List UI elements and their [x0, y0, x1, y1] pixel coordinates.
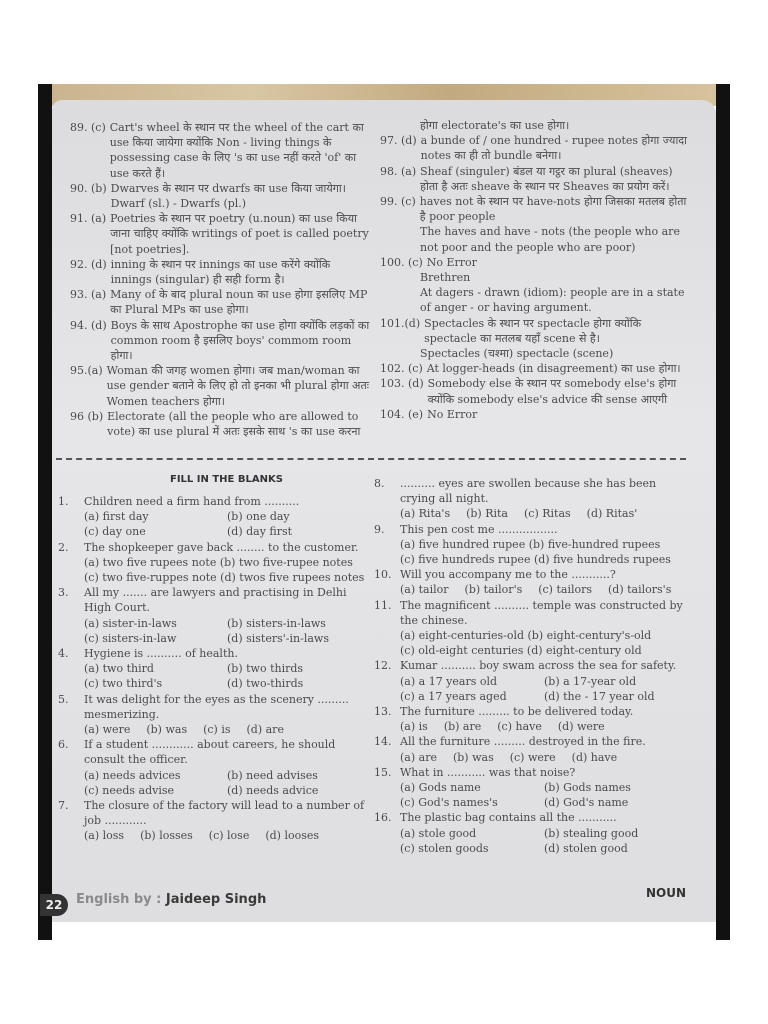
question-7: [58, 798, 370, 844]
option-b: (b) Gods names: [544, 781, 631, 795]
answer-number: 94. (d): [70, 318, 107, 332]
answer-entry: [380, 133, 690, 163]
answer-number: 96 (b): [70, 409, 104, 423]
option-b: (b) was: [452, 750, 494, 764]
option-b: (b) was: [146, 723, 188, 737]
option-c: (c) lose: [208, 829, 250, 843]
answer-entry: [70, 287, 370, 317]
question-text: The closure of the factory will lead to a number of job ............: [84, 799, 365, 828]
option-b: (b) two thirds: [227, 662, 304, 676]
right-dark-edge: [716, 84, 730, 940]
question-3: [58, 585, 370, 646]
section-divider: [56, 458, 686, 460]
questions-right-column: [374, 476, 688, 856]
option-d: (d) sisters'-in-laws: [227, 631, 329, 645]
book-page: [52, 100, 716, 922]
answer-text: The haves and have - nots (the people who are not poor and the people who are poor): [420, 225, 680, 254]
left-dark-edge: [38, 84, 52, 940]
question-number: 1.: [58, 495, 69, 508]
option-a: (a) are: [400, 750, 437, 764]
answer-number: 102. (c): [380, 362, 423, 376]
answer-text: Dwarves के स्थान पर dwarfs का use किया जायेगा। Dwarf (sl.) - Dwarfs (pl.): [110, 181, 346, 211]
answer-text: No Error: [427, 407, 478, 421]
question-4: [58, 646, 370, 692]
page-number: 22: [40, 894, 68, 916]
option-b: (b) a 17-year old: [544, 674, 637, 688]
answer-number: 93. (a): [70, 288, 107, 302]
answer-text: Poetries के स्थान पर poetry (u.noun) का use किया जाना चाहिए क्योंकि writings of poet is called poetry [not poetries].: [110, 212, 369, 256]
answer-text: Sheaf (singuler) बंडल या गट्ठर का plural (sheaves) होता है अतः sheave के स्थान पर Sheaves का प्रयोग करें।: [420, 164, 673, 193]
answer-number: 91. (a): [70, 212, 107, 226]
question-number: 3.: [58, 586, 69, 600]
question-text: All the furniture ......... destroyed in the fire.: [400, 735, 646, 749]
answer-number: 97. (d): [380, 134, 417, 148]
option-d: (d) God's name: [544, 796, 629, 810]
question-number: 15.: [374, 765, 392, 779]
answer-entry: [380, 255, 690, 270]
question-text: The shopkeeper gave back ........ to the customer.: [84, 540, 359, 554]
question-8: [374, 476, 688, 522]
option-a: (a) needs advices: [84, 768, 181, 782]
question-13: [374, 704, 688, 734]
option-c: (c) sisters-in-law: [84, 631, 177, 645]
question-16: [374, 810, 688, 856]
option-c: (c) have: [497, 720, 542, 734]
options-line-1: (a) five hundred rupee (b) five-hundred rupees: [400, 537, 661, 551]
answer-entry: [70, 409, 370, 439]
option-c: (c) needs advise: [84, 783, 175, 797]
questions-left-column: [58, 494, 370, 844]
options-line-2: (c) old-eight centuries (d) eight-century old: [400, 644, 642, 658]
question-text: The magnificent .......... temple was constructed by the chinese.: [400, 598, 683, 627]
options-line-1: (a) two five rupees note (b) two five-rupee notes: [84, 555, 353, 569]
answer-number: 89. (c): [70, 121, 106, 134]
question-text: What in ........... was that noise?: [400, 765, 576, 779]
question-number: 9.: [374, 522, 385, 536]
chapter-topic: NOUN: [646, 886, 687, 900]
answer-text: a bunde of / one hundred - rupee notes होगा ज्यादा notes का ही तो bundle बनेगा।: [420, 134, 687, 163]
question-text: If a student ............ about careers, he should consult the officer.: [84, 738, 336, 767]
option-d: (d) are: [246, 723, 284, 737]
options-line-2: (c) two five-ruppes note (d) twos five rupees notes: [84, 571, 365, 585]
question-number: 6.: [58, 738, 69, 752]
option-a: (a) first day: [84, 510, 149, 524]
question-text: .......... eyes are swollen because she has been crying all night.: [400, 477, 657, 506]
question-15: [374, 765, 688, 811]
option-c: (c) Ritas: [524, 507, 571, 521]
answer-entry: [380, 164, 690, 194]
question-14: [374, 734, 688, 764]
answer-entry: [380, 376, 690, 406]
answer-number: 99. (c): [380, 195, 416, 209]
option-d: (d) have: [571, 750, 618, 764]
answer-text: inning के स्थान पर innings का use करेंगे क्योंकि innings (singular) ही सही form है।: [110, 257, 331, 287]
section-title: FILL IN THE BLANKS: [170, 474, 283, 485]
question-5: [58, 692, 370, 738]
question-2: [58, 540, 370, 586]
answer-entry: [380, 316, 690, 346]
question-number: 10.: [374, 568, 392, 582]
option-b: (b) sisters-in-laws: [227, 616, 326, 630]
answers-right-column: [380, 118, 690, 422]
answer-text: Many of के बाद plural noun का use होगा इसलिए MP का Plural MPs का use होगा।: [110, 288, 368, 317]
option-b: (b) losses: [140, 829, 193, 843]
option-c: (c) two third's: [84, 677, 163, 691]
option-b: (b) one day: [227, 510, 290, 524]
option-d: (d) stolen good: [544, 841, 628, 855]
answer-text: At logger-heads (in disagreement) का use होगा।: [426, 362, 681, 376]
option-c: (c) were: [509, 750, 556, 764]
question-text: The furniture ......... to be delivered today.: [400, 705, 634, 719]
author-name: Jaideep Singh: [165, 892, 267, 907]
option-a: (a) a 17 years old: [400, 674, 498, 688]
answer-entry: [380, 194, 690, 224]
answer-text: Woman की जगह women होगा। जब man/woman का use gender बताने के लिए हो तो इनका भी plural होगा अतः Women teachers होगा।: [106, 364, 369, 408]
question-number: 7.: [58, 799, 69, 813]
question-number: 14.: [374, 735, 392, 749]
option-c: (c) stolen goods: [400, 841, 489, 855]
question-text: It was delight for the eyes as the scenery ......... mesmerizing.: [84, 692, 349, 721]
option-c: (c) a 17 years aged: [400, 689, 507, 703]
question-number: 13.: [374, 705, 392, 719]
answer-text: Cart's wheel के स्थान पर the wheel of the cart का use किया जायेगा क्योंकि Non - living things के possessing case के लिए 's का use नहीं करते 'of' का use करते हैं।: [109, 121, 364, 180]
option-d: (d) tailors's: [608, 583, 672, 597]
question-text: Hygiene is .......... of health.: [84, 647, 238, 661]
answer-number: 104. (e): [380, 407, 424, 421]
option-a: (a) sister-in-laws: [84, 616, 177, 630]
question-text: Will you accompany me to the ...........?: [400, 568, 616, 582]
answer-entry: [380, 361, 690, 376]
question-text: Kumar .......... boy swam across the sea for safety.: [400, 659, 677, 673]
option-a: (a) loss: [84, 829, 125, 843]
answer-text: No Error: [426, 255, 477, 269]
answer-entry: [380, 407, 690, 422]
question-number: 4.: [58, 647, 69, 661]
question-12: [374, 658, 688, 704]
answer-text: Electorate (all the people who are allowed to vote) का use plural में अतः इसके साथ 's का use करना: [107, 409, 361, 439]
answer-text: Spectacles के स्थान पर spectacle होगा क्योंकि spectacle का मतलब यहाँ scene से है।: [424, 316, 642, 345]
answer-text: At dagers - drawn (idiom): people are in a state of anger - or having argument.: [420, 286, 685, 315]
answer-entry: [70, 257, 370, 287]
answer-entry: [380, 346, 690, 361]
question-text: All my ....... are lawyers and practising in Delhi High Court.: [84, 586, 347, 615]
answer-number: 98. (a): [380, 164, 417, 178]
answer-number: 90. (b): [70, 181, 107, 195]
author-prefix: English by :: [76, 892, 166, 907]
option-b: (b) Rita: [466, 507, 508, 521]
question-number: 12.: [374, 659, 392, 673]
option-b: (b) are: [443, 720, 482, 734]
option-b: (b) stealing good: [544, 826, 639, 840]
option-d: (d) needs advice: [227, 783, 319, 797]
answer-text: होगा electorate's का use होगा।: [420, 119, 570, 132]
question-number: 8.: [374, 477, 385, 490]
question-number: 11.: [374, 598, 392, 612]
option-a: (a) is: [400, 720, 428, 734]
book-author: [76, 892, 266, 907]
answer-number: 103. (d): [380, 377, 424, 391]
answer-text: haves not के स्थान पर have-nots होगा जिसका मतलब होता है poor people: [419, 195, 687, 224]
question-text: This pen cost me .................: [400, 522, 558, 536]
option-a: (a) Gods name: [400, 781, 481, 795]
option-a: (a) stole good: [400, 826, 477, 840]
question-text: Children need a firm hand from ..........: [84, 495, 300, 508]
question-text: The plastic bag contains all the ...........: [400, 811, 617, 825]
answer-entry: [70, 318, 370, 364]
answer-entry: [70, 211, 370, 257]
option-a: (a) two third: [84, 662, 154, 676]
option-b: (b) need advises: [227, 768, 318, 782]
question-number: 2.: [58, 540, 69, 554]
answer-text: Brethren: [420, 271, 471, 285]
question-10: [374, 567, 688, 597]
options-line-1: (a) eight-centuries-old (b) eight-century's-old: [400, 629, 652, 643]
answer-entry: [70, 181, 370, 211]
answer-entry: [70, 120, 370, 181]
answer-text: Boys के साथ Apostrophe का use होगा क्योंकि लड़कों का common room है इसलिए boys' commom room होगा।: [110, 318, 370, 363]
question-6: [58, 737, 370, 798]
options-line-2: (c) five hundreds rupee (d) five hundreds rupees: [400, 553, 671, 567]
option-c: (c) day one: [84, 525, 146, 539]
option-d: (d) day first: [227, 525, 293, 539]
answer-number: 92. (d): [70, 257, 107, 271]
answer-entry: [380, 118, 690, 133]
answer-text: Spectacles (चश्मा) spectacle (scene): [420, 347, 614, 361]
answer-number: 100. (c): [380, 255, 423, 269]
option-d: (d) Ritas': [586, 507, 638, 521]
option-a: (a) tailor: [400, 583, 449, 597]
answer-number: 101.(d): [380, 316, 421, 330]
answer-entry: [380, 285, 690, 315]
answer-entry: [380, 270, 690, 285]
option-d: (d) looses: [265, 829, 320, 843]
question-11: [374, 598, 688, 659]
answer-entry: [70, 363, 370, 409]
answers-left-column: [70, 120, 370, 439]
question-number: 16.: [374, 811, 392, 825]
option-a: (a) Rita's: [400, 507, 451, 521]
question-9: [374, 522, 688, 568]
question-number: 5.: [58, 692, 69, 706]
option-c: (c) tailors: [538, 583, 593, 597]
option-c: (c) is: [203, 723, 231, 737]
option-d: (d) two-thirds: [227, 677, 304, 691]
option-d: (d) were: [557, 720, 605, 734]
question-1: [58, 494, 370, 540]
answer-text: Somebody else के स्थान पर somebody else's होगा क्योंकि somebody else's advice की sense आएगी: [427, 377, 677, 406]
answer-entry: [380, 224, 690, 254]
answer-number: 95.(a): [70, 364, 103, 378]
option-a: (a) were: [84, 723, 131, 737]
option-c: (c) God's names's: [400, 796, 498, 810]
option-d: (d) the - 17 year old: [544, 689, 655, 703]
option-b: (b) tailor's: [464, 583, 523, 597]
